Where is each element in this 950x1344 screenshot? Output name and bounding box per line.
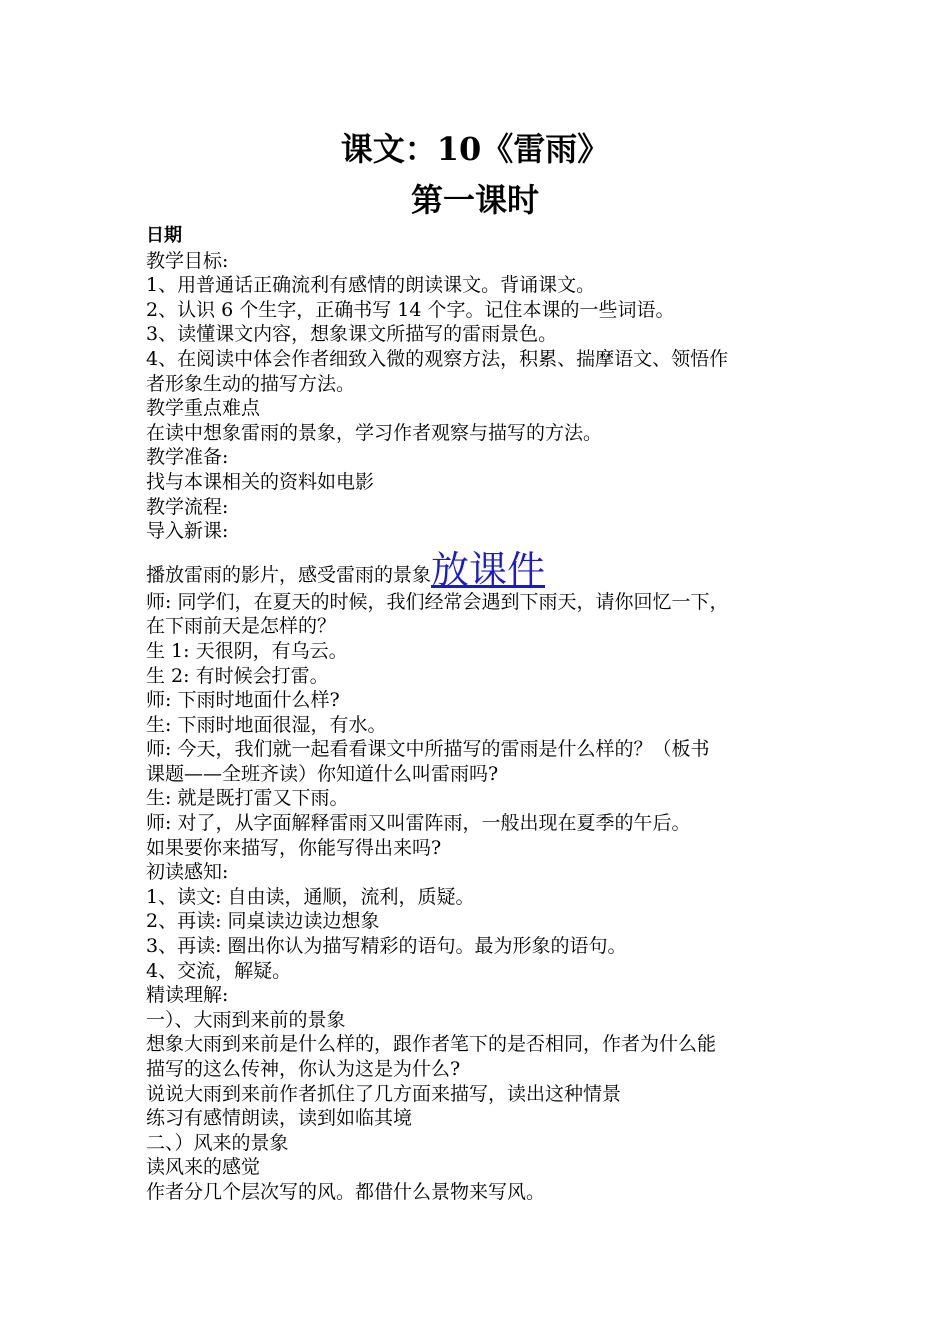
text-line: 师: 今天，我们就一起看看课文中所描写的雷雨是什么样的？（板书 (146, 738, 710, 761)
text-line: 者形象生动的描写方法。 (146, 372, 356, 395)
lesson-title: 课文：10《雷雨》 (340, 130, 610, 168)
text-line: 生 1: 天很阴，有乌云。 (146, 639, 348, 662)
text-line: 1、用普通话正确流利有感情的朗读课文。背诵课文。 (146, 274, 596, 297)
text-line: 1、读文: 自由读，通顺，流利，质疑。 (146, 885, 475, 908)
text-line: 师: 对了，从字面解释雷雨又叫雷阵雨，一般出现在夏季的午后。 (146, 812, 691, 835)
lesson-body (146, 224, 826, 1205)
text-line: 生 2: 有时候会打雷。 (146, 664, 329, 687)
text-line: 找与本课相关的资料如电影 (146, 470, 375, 493)
video-line (146, 547, 826, 592)
lesson-content-before (146, 249, 826, 544)
text-line: 在下雨前天是怎样的？ (146, 615, 337, 638)
text-line: 想象大雨到来前是什么样的，跟作者笔下的是否相同，作者为什么能 (146, 1033, 717, 1056)
text-line: 3、读懂课文内容，想象课文所描写的雷雨景色。 (146, 323, 558, 346)
text-line: 2、认识 6 个生字，正确书写 14 个字。记住本课的一些词语。 (146, 298, 675, 321)
text-line: 在读中想象雷雨的景象，学习作者观察与描写的方法。 (146, 421, 603, 444)
text-line: 生: 就是既打雷又下雨。 (146, 787, 349, 810)
text-line: 二、）风来的景象 (146, 1131, 289, 1154)
text-line: 2、再读: 同桌读边读边想象 (146, 910, 380, 933)
text-line: 作者分几个层次写的风。都借什么景物来写风。 (146, 1180, 546, 1203)
text-line: 一）、大雨到来前的景象 (146, 1008, 346, 1031)
text-line: 课题——全班齐读）你知道什么叫雷雨吗? (146, 762, 499, 785)
text-line: 初读感知: (146, 861, 229, 884)
text-line: 教学流程: (146, 495, 229, 518)
text-line: 如果要你来描写，你能写得出来吗? (146, 836, 442, 859)
text-line: 导入新课: (146, 520, 229, 543)
video-line-text: 播放雷雨的影片，感受雷雨的景象 (146, 563, 432, 586)
play-courseware-link[interactable]: 放课件 (431, 547, 546, 592)
text-line: 教学重点难点 (146, 397, 261, 420)
text-line: 说说大雨到来前作者抓住了几方面来描写，读出这种情景 (146, 1082, 622, 1105)
text-line: 4、交流，解疑。 (146, 959, 292, 982)
lesson-content-after (146, 590, 826, 1205)
text-line: 教学准备: (146, 446, 229, 469)
text-line: 3、再读: 圈出你认为描写精彩的语句。最为形象的语句。 (146, 935, 627, 958)
text-line: 生: 下雨时地面很湿，有水。 (146, 713, 387, 736)
text-line: 师: 同学们，在夏天的时候，我们经常会遇到下雨天，请你回忆一下， (146, 590, 729, 613)
text-line: 读风来的感觉 (146, 1156, 261, 1179)
text-line: 练习有感情朗读，读到如临其境 (146, 1107, 413, 1130)
text-line: 师: 下雨时地面什么样? (146, 689, 340, 712)
text-line: 4、在阅读中体会作者细致入微的观察方法，积累、揣摩语文、领悟作 (146, 347, 729, 370)
text-line: 描写的这么传神，你认为这是为什么? (146, 1058, 461, 1080)
lesson-subtitle: 第一课时 (410, 181, 539, 219)
date-label: 日期 (146, 225, 182, 246)
text-line: 精读理解: (146, 984, 229, 1007)
text-line: 教学目标: (146, 249, 229, 272)
